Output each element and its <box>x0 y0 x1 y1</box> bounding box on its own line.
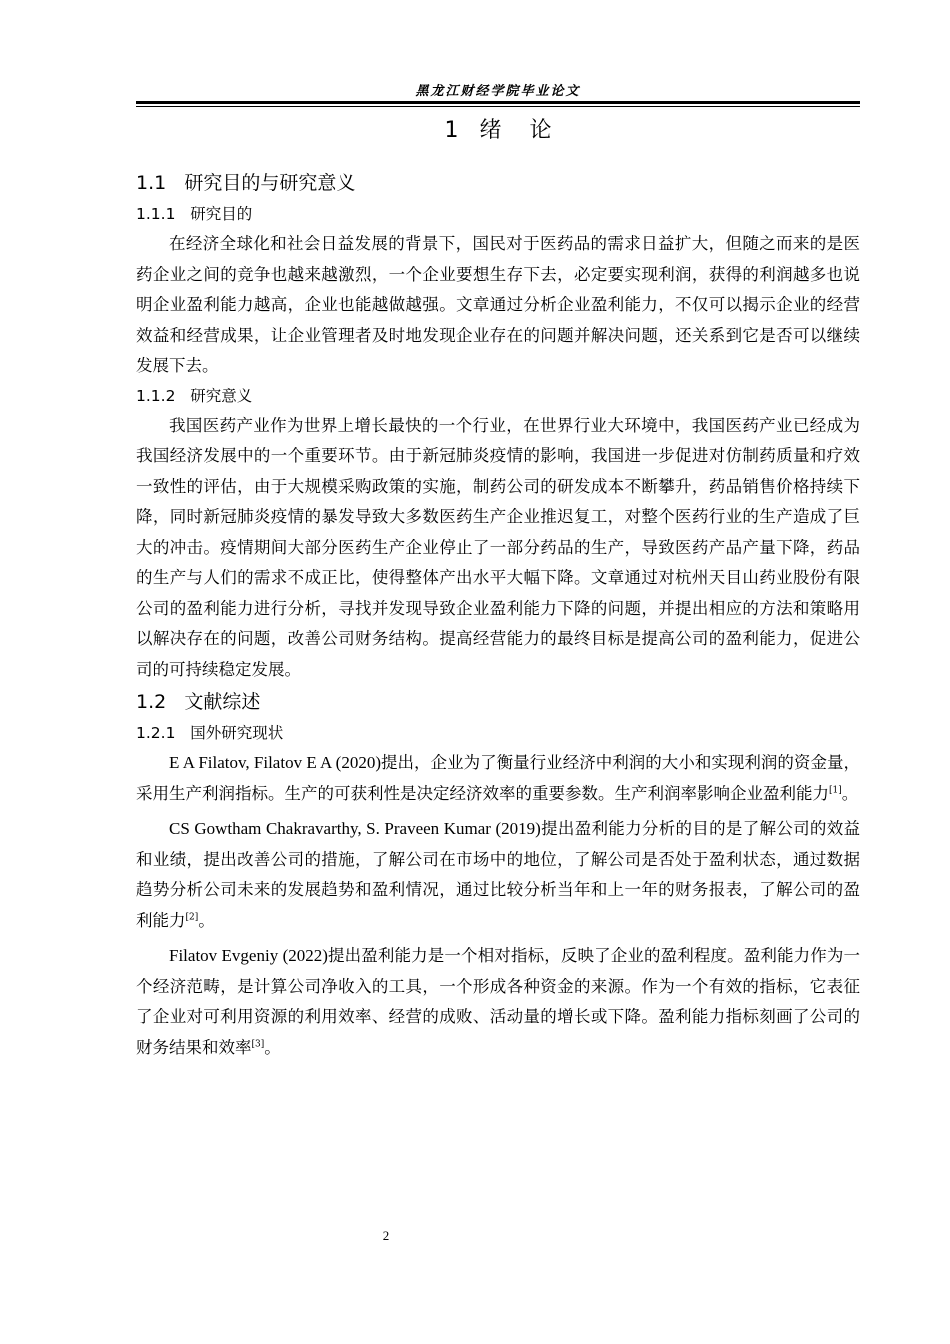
section-heading-1-1: 1.1 研究目的与研究意义 <box>136 172 356 194</box>
paragraph-text: 提出盈利能力是一个相对指标，反映了企业的盈利程度。盈利能力作为一个经济范畴，是计算公司净收入的工具，一个形成各种资金的来源。作为一个有效的指标，它表征了企业对可利用资源的利用效率、经营的成败、活动量的增长或下降。盈利能力指标刻画了公司的财务结果和效率 <box>136 946 860 1057</box>
subsection-heading-1-1-1: 1.1.1 研究目的 <box>136 205 253 223</box>
paragraph-text: 提出盈利能力分析的目的是了解公司的效益和业绩，提出改善公司的措施，了解公司在市场中的地位，了解公司是否处于盈利状态，通过数据趋势分析公司未来的发展趋势和盈利情况，通过比较分析当年和上一年的财务报表，了解公司的盈利能力 <box>136 819 860 930</box>
reference-marker[interactable]: [3] <box>251 1039 265 1049</box>
paragraph-literature-2 <box>136 814 860 936</box>
subsection-heading-1-2-1: 1.2.1 国外研究现状 <box>136 724 284 742</box>
paragraph-literature-3 <box>136 941 860 1063</box>
reference-marker[interactable]: [1] <box>829 785 842 795</box>
paragraph-text: 提出，企业为了衡量行业经济中利润的大小和实现利润的资金量，采用生产利润指标。生产的可获利性是决定经济效率的重要参数。生产利润率影响企业盈利能力 <box>136 753 860 803</box>
reference-marker[interactable]: [2] <box>185 912 199 922</box>
page-number: 2 <box>382 1228 390 1243</box>
citation-author: CS Gowtham Chakravarthy, S. Praveen Kumar (2019) <box>169 819 541 838</box>
body-content <box>136 166 860 1063</box>
paragraph-end: 。 <box>841 783 859 803</box>
paragraph-research-significance: 我国医药产业作为世界上增长最快的一个行业，在世界行业大环境中，我国医药产业已经成为我国经济发展中的一个重要环节。由于新冠肺炎疫情的影响，我国进一步促进对仿制药质量和疗效一致性的评估，由于大规模采购政策的实施，制药公司的研发成本不断攀升，药品销售价格持续下降，同时新冠肺炎疫情的暴发导致大多数医药生产企业推迟复工，对整个医药行业的生产造成了巨大的冲击。疫情期间大部分医药生产企业停止了一部分药品的生产，导致医药产品产量下降，药品的生产与人们的需求不成正比，使得整体产出水平大幅下降。文章通过对杭州天目山药业股份有限公司的盈利能力进行分析，寻找并发现导致企业盈利能力下降的问题，并提出相应的方法和策略用以解决存在的问题，改善公司财务结构。提高经营能力的最终目标是提高公司的盈利能力，促进公司的可持续稳定发展。 <box>136 415 860 679</box>
header-rule-thin <box>136 106 860 107</box>
paragraph-end: 。 <box>264 1037 281 1057</box>
paragraph-literature-1 <box>136 748 860 809</box>
header-rule-thick <box>136 101 860 104</box>
paragraph-research-purpose: 在经济全球化和社会日益发展的背景下，国民对于医药品的需求日益扩大，但随之而来的是医药企业之间的竞争也越来越激烈，一个企业要想生存下去，必定要实现利润，获得的利润越多也说明企业盈利能力越高，企业也能越做越强。文章通过分析企业盈利能力，不仅可以揭示企业的经营效益和经营成果，让企业管理者及时地发现企业存在的问题并解决问题，还关系到它是否可以继续发展下去。 <box>136 234 860 375</box>
citation-author: Filatov Evgeniy (2022) <box>169 946 328 965</box>
section-heading-1-2: 1.2 文献综述 <box>136 691 261 713</box>
running-header: 黑龙江财经学院毕业论文 <box>415 84 581 99</box>
chapter-title: 1 绪 论 <box>444 118 552 143</box>
subsection-heading-1-1-2: 1.1.2 研究意义 <box>136 386 253 405</box>
paragraph-end: 。 <box>198 910 215 930</box>
citation-author: E A Filatov, Filatov E A (2020) <box>169 753 381 772</box>
